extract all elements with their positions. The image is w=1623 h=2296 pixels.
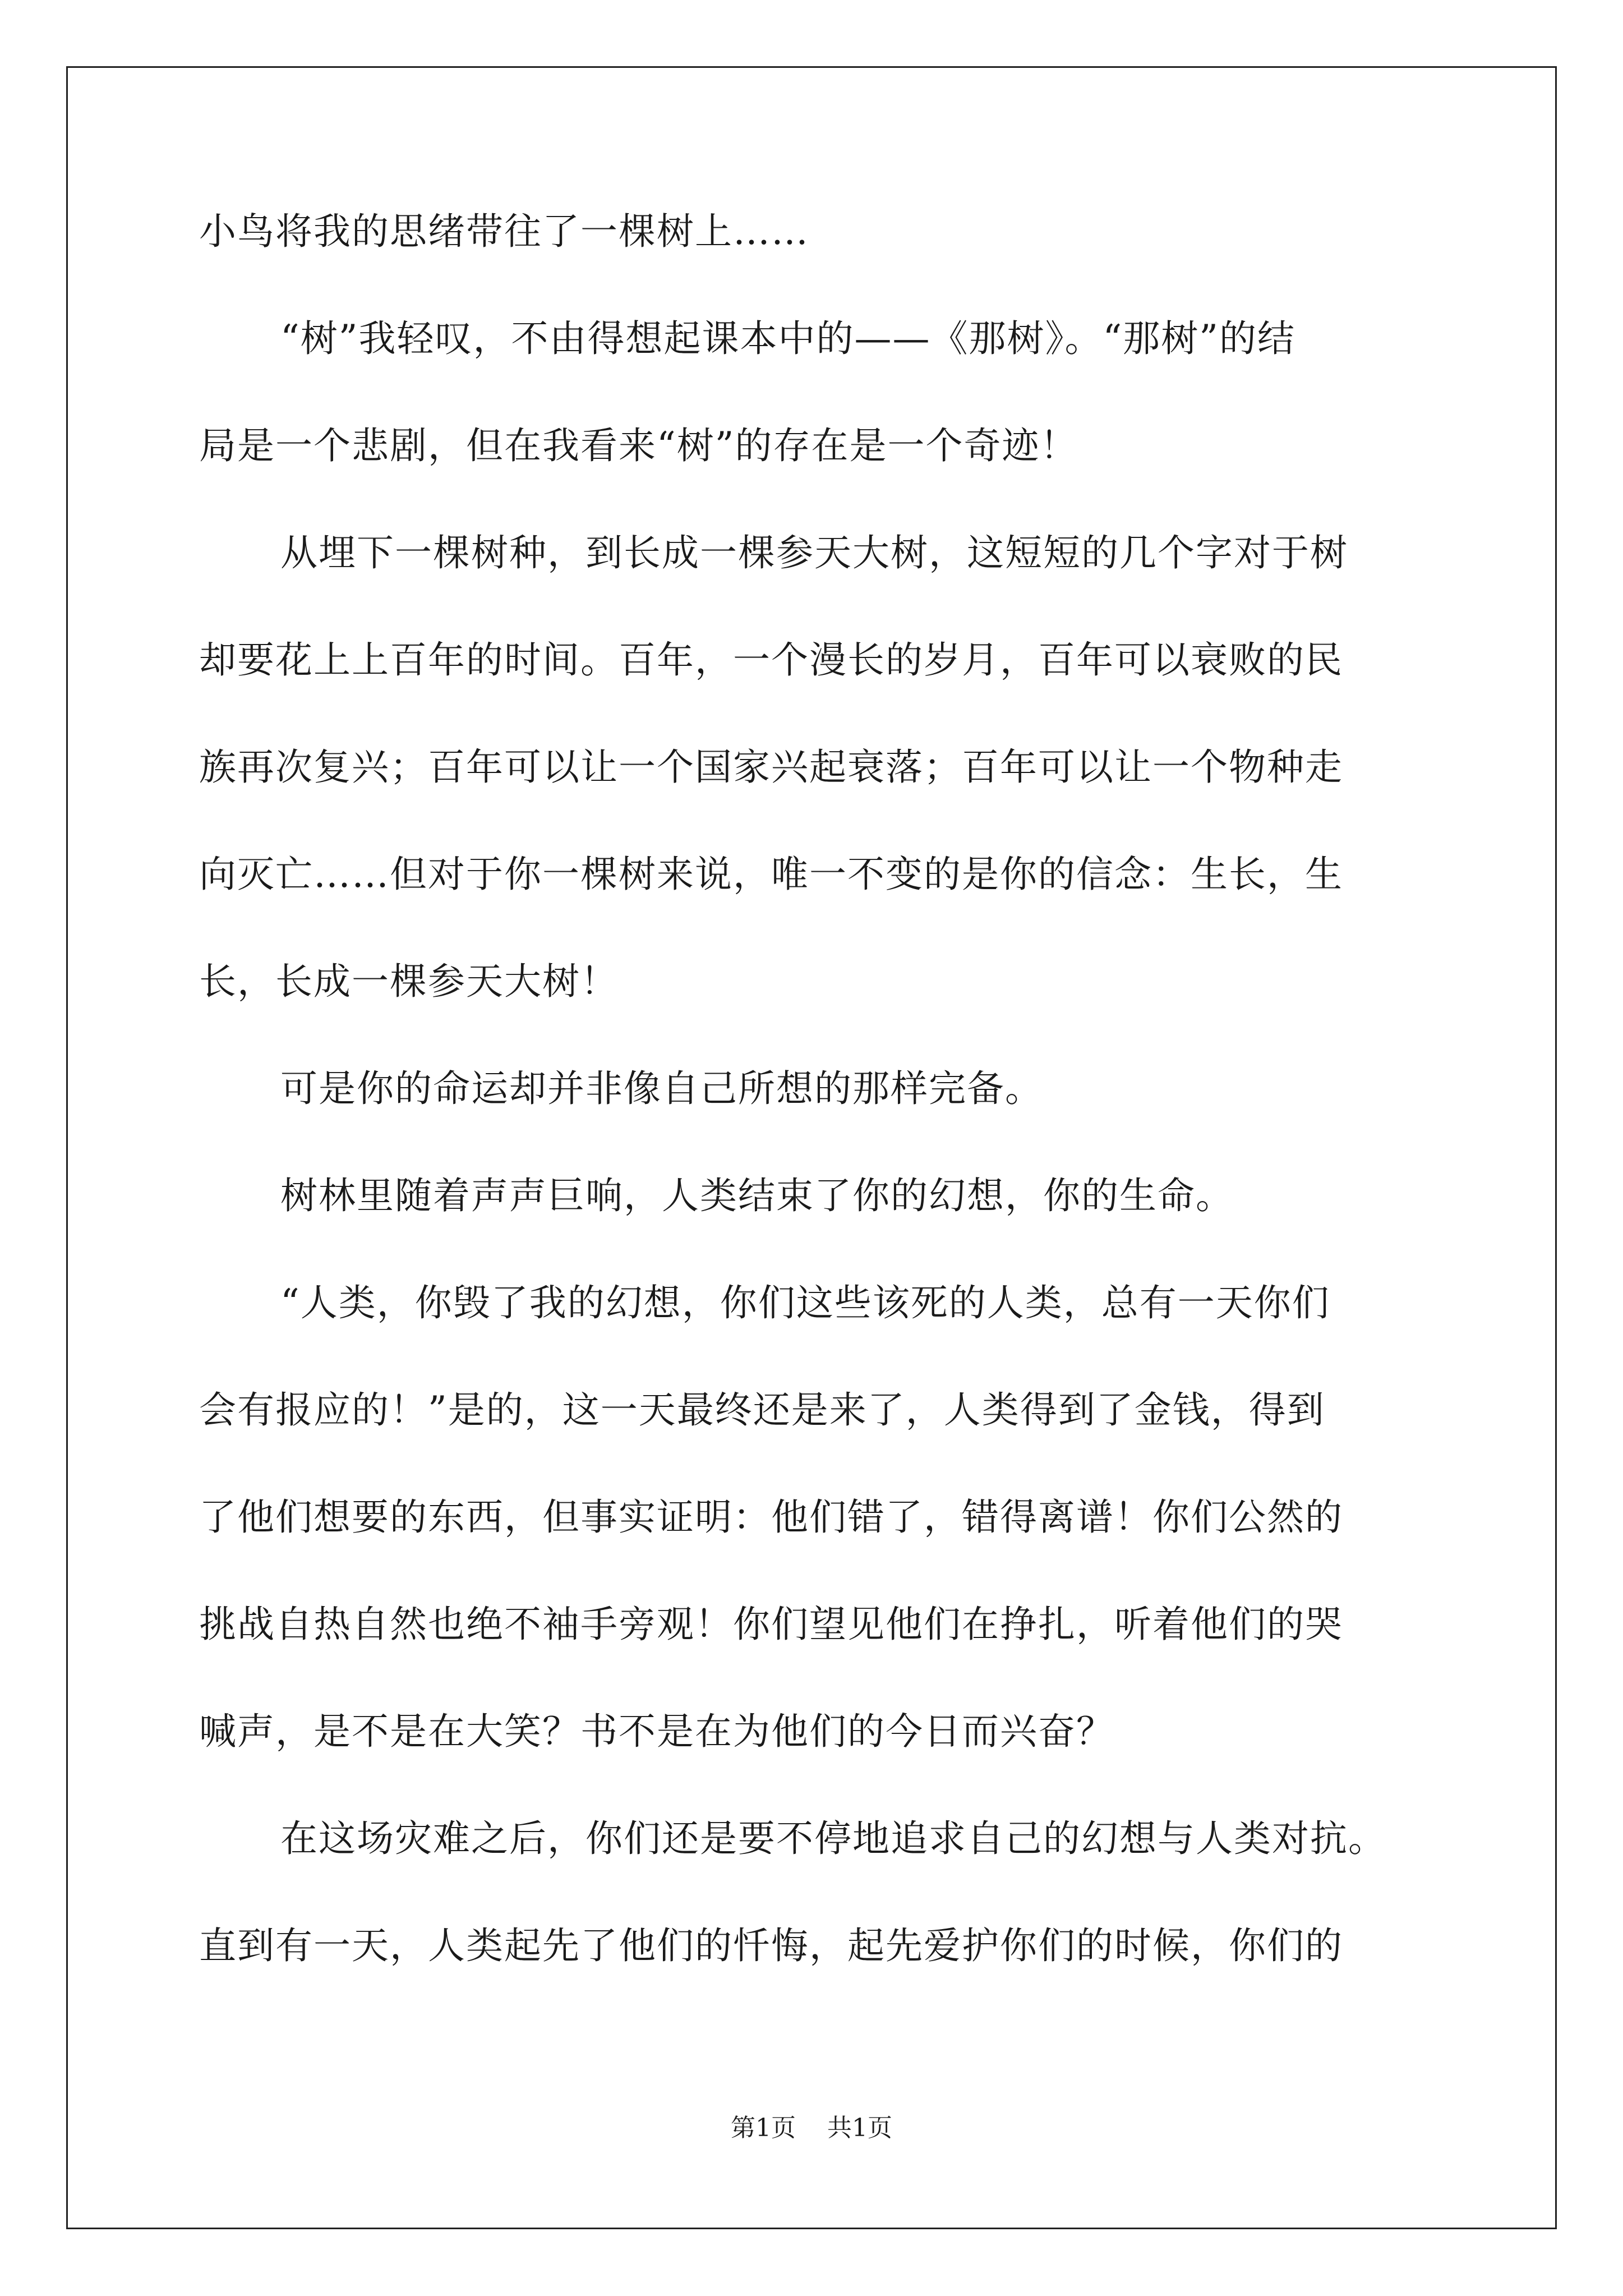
page-total: 共1页 [827,2114,892,2142]
text-line-7: 向灭亡……但对于你一棵树来说，唯一不变的是你的信念：生长，生 [199,853,1343,896]
text-line-2: “树”我轻叹，不由得想起课本中的——《那树》。“那树”的结 [280,317,1295,360]
page-footer [0,2116,1623,2141]
text-line-11: “人类，你毁了我的幻想，你们这些该死的人类，总有一天你们 [280,1281,1330,1324]
text-line-17: 直到有一天，人类起先了他们的忏悔，起先爱护你们的时候，你们的 [199,1924,1343,1967]
text-line-3: 局是一个悲剧，但在我看来“树”的存在是一个奇迹！ [199,424,1078,467]
text-line-5: 却要花上上百年的时间。百年，一个漫长的岁月，百年可以衰败的民 [199,638,1343,682]
text-line-9: 可是你的命运却并非像自己所想的那样完备。 [280,1067,1043,1110]
text-line-15: 喊声，是不是在大笑？书不是在为他们的今日而兴奋？ [199,1710,1114,1753]
text-line-4: 从埋下一棵树种，到长成一棵参天大树，这短短的几个字对于树 [280,531,1348,574]
text-line-1: 小鸟将我的思绪带往了一棵树上…… [199,210,809,253]
text-line-8: 长，长成一棵参天大树！ [199,960,619,1003]
text-line-13: 了他们想要的东西，但事实证明：他们错了，错得离谱！你们公然的 [199,1496,1343,1539]
text-line-16: 在这场灾难之后，你们还是要不停地追求自己的幻想与人类对抗。 [280,1817,1386,1860]
document-body [199,210,1444,2035]
text-line-6: 族再次复兴；百年可以让一个国家兴起衰落；百年可以让一个物种走 [199,746,1343,789]
text-line-14: 挑战自热自然也绝不袖手旁观！你们望见他们在挣扎，听着他们的哭 [199,1603,1343,1646]
text-line-10: 树林里随着声声巨响，人类结束了你的幻想，你的生命。 [280,1174,1234,1217]
text-line-12: 会有报应的！”是的，这一天最终还是来了，人类得到了金钱，得到 [199,1388,1325,1432]
page-number: 第1页 [731,2114,796,2142]
